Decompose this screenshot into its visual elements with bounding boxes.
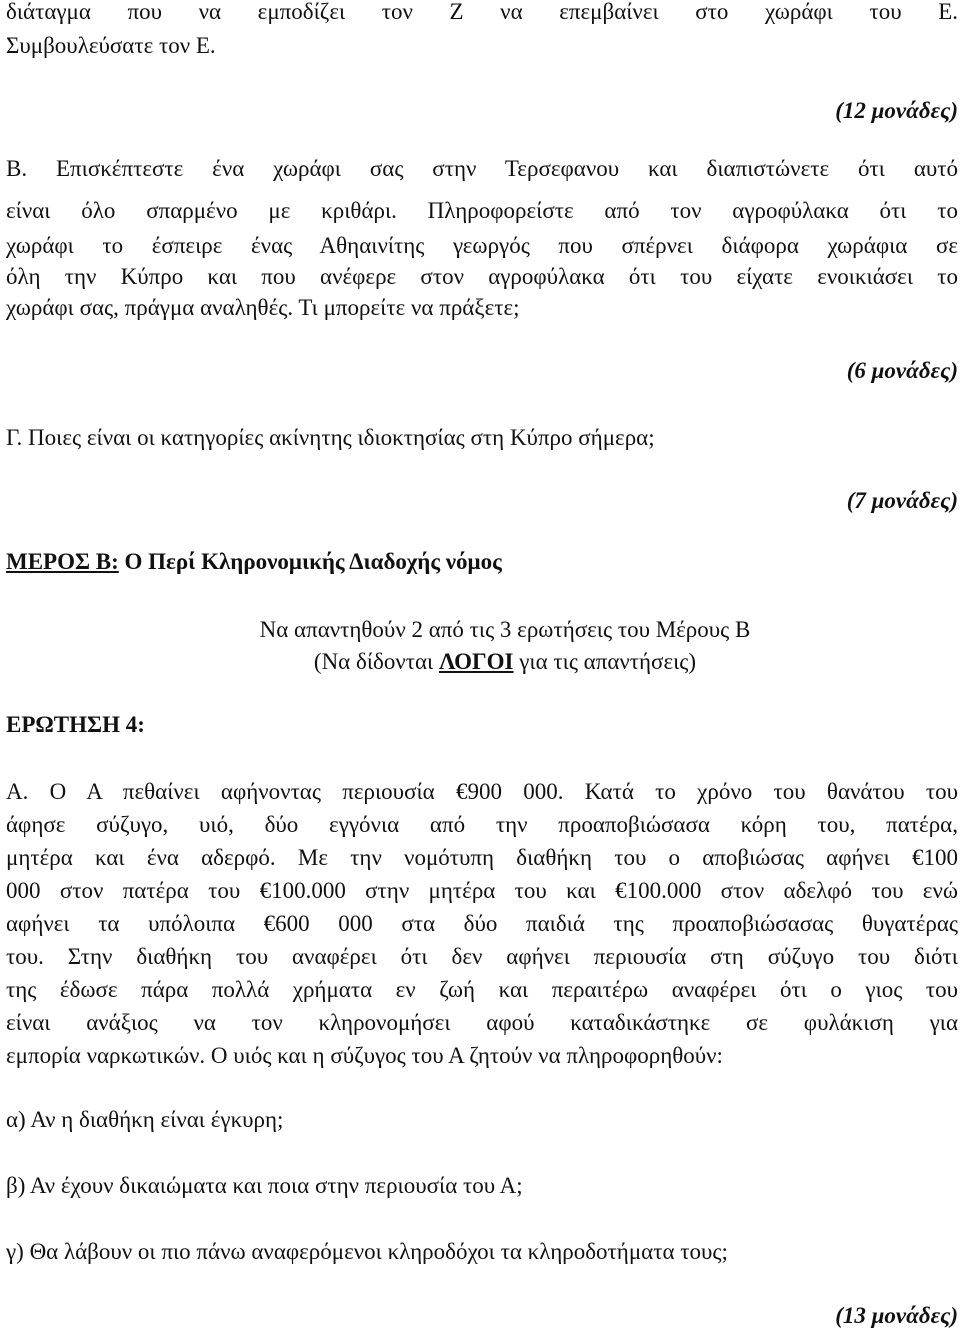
q3-points: (12 μονάδες) — [835, 98, 958, 123]
part-b-heading-title: Ο Περί Κληρονομικής Διαδοχής νόμος — [118, 549, 502, 574]
qb-line-5: χωράφι σας, πράγμα αναληθές. Τι μπορείτε να πράξετε; — [6, 295, 520, 320]
qb-line-3: χωράφι το έσπειρε ένας Αθηαινίτης γεωργός που σπέρνει διάφορα χωράφια σε — [6, 233, 958, 258]
q4-line-6: του. Στην διαθήκη του αναφέρει ότι δεν αφήνει περιουσία στη σύζυγο του διότι — [6, 944, 958, 969]
q4-line-3: μητέρα και ένα αδερφό. Με την νομότυπη διαθήκη του ο αποβιώσας αφήνει €100 — [6, 845, 958, 870]
part-b-heading-label: ΜΕΡΟΣ Β: — [6, 549, 119, 574]
q4-line-7: της έδωσε πάρα πολλά χρήματα εν ζωή και περαιτέρω αναφέρει ότι ο γιος του — [6, 977, 958, 1002]
instruction-2-emph: ΛΟΓΟΙ — [438, 649, 514, 674]
q4-sub-b: β) Αν έχουν δικαιώματα και ποια στην περιουσία του Α; — [6, 1173, 523, 1198]
q4-line-8: είναι ανάξιος να τον κληρονομήσει αφού καταδικάστηκε σε φυλάκιση για — [6, 1010, 958, 1035]
part-b-instruction-1: Να απαντηθούν 2 από τις 3 ερωτήσεις του Μέρους Β — [259, 617, 751, 642]
qb-points: (6 μονάδες) — [846, 358, 958, 383]
part-b-instruction-2 — [110, 648, 900, 676]
qb-line-2: είναι όλο σπαρμένο με κριθάρι. Πληροφορείστε από τον αγροφύλακα ότι το — [6, 198, 958, 223]
qb-line-1: Β. Επισκέπτεστε ένα χωράφι σας στην Τερσεφανου και διαπιστώνετε ότι αυτό — [6, 156, 958, 181]
q4-line-2: άφησε σύζυγο, υιό, δύο εγγόνια από την προαποβιώσασα κόρη του, πατέρα, — [6, 812, 958, 837]
q3-line-1: διάταγμα που να εμποδίζει τον Ζ να επεμβαίνει στο χωράφι του Ε. — [6, 0, 958, 24]
q4-line-5: αφήνει τα υπόλοιπα €600 000 στα δύο παιδιά της προαποβιώσασας θυγατέρας — [6, 911, 958, 936]
q3-line-2: Συμβουλεύσατε τον Ε. — [6, 33, 216, 58]
q4-sub-a: α) Αν η διαθήκη είναι έγκυρη; — [6, 1107, 284, 1132]
q4-title: ΕΡΩΤΗΣΗ 4: — [6, 712, 145, 737]
instruction-2-pre: (Να δίδονται — [313, 649, 439, 674]
q4-line-4: 000 στον πατέρα του €100.000 στην μητέρα του και €100.000 στον αδελφό του ενώ — [6, 878, 958, 903]
instruction-2-post: για τις απαντήσεις) — [513, 649, 697, 674]
q4-line-9: εμπορία ναρκωτικών. Ο υιός και η σύζυγος του Α ζητούν να πληροφορηθούν: — [6, 1043, 723, 1068]
q4-points: (13 μονάδες) — [835, 1303, 958, 1328]
qb-line-4: όλη την Κύπρο και που ανέφερε στον αγροφύλακα ότι του είχατε ενοικιάσει το — [6, 264, 958, 289]
part-b-heading — [6, 548, 958, 576]
q4-sub-c: γ) Θα λάβουν οι πιο πάνω αναφερόμενοι κληροδόχοι τα κληροδοτήματα τους; — [6, 1239, 728, 1264]
qc-text: Γ. Ποιες είναι οι κατηγορίες ακίνητης ιδιοκτησίας στη Κύπρο σήμερα; — [6, 425, 655, 450]
q4-line-1: Α. Ο Α πεθαίνει αφήνοντας περιουσία €900 000. Κατά το χρόνο του θανάτου του — [6, 779, 958, 804]
qc-points: (7 μονάδες) — [846, 488, 958, 513]
